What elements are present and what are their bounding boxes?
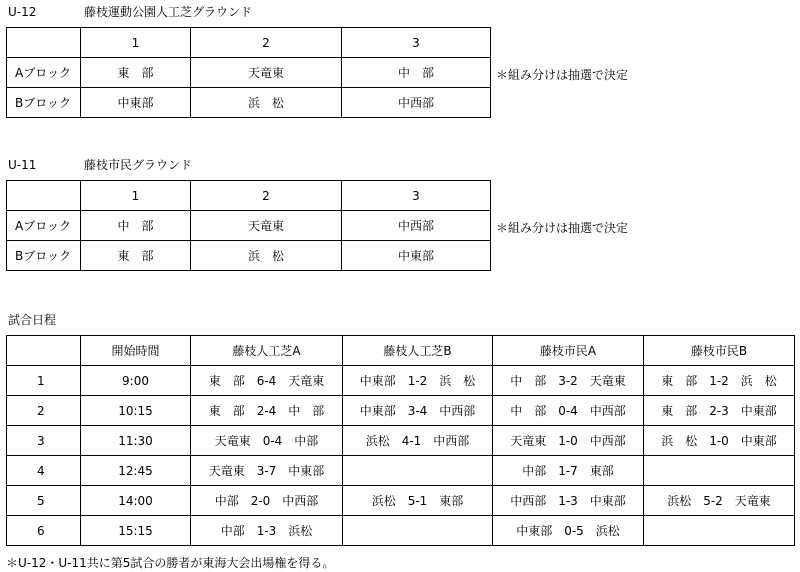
header-cell: 3 (342, 181, 491, 211)
table-header-row (7, 181, 491, 211)
game-cell: 中西部 1-3 中東部 (493, 486, 644, 516)
table-header-row (7, 336, 795, 366)
u12-draw-note: ＊組み分けは抽選で決定 (496, 68, 629, 82)
match-number: 1 (7, 366, 81, 396)
game-cell: 浜松 5-2 天竜東 (644, 486, 795, 516)
team-cell: 天竜東 (191, 58, 342, 88)
team-cell: 中東部 (81, 88, 191, 118)
table-row (7, 88, 491, 118)
header-cell: 2 (191, 28, 342, 58)
game-cell: 天竜東 3-7 中東部 (191, 456, 343, 486)
header-cell: 藤枝市民A (493, 336, 644, 366)
game-cell: 中東部 0-5 浜松 (493, 516, 644, 546)
team-cell: 中東部 (342, 241, 491, 271)
table-row (7, 516, 795, 546)
team-cell: 中 部 (81, 211, 191, 241)
match-number: 4 (7, 456, 81, 486)
game-cell: 東 部 1-2 浜 松 (644, 366, 795, 396)
u12-venue-label: 藤枝運動公園人工芝グラウンド (84, 5, 253, 19)
block-label: Aブロック (7, 211, 81, 241)
team-cell: 東 部 (81, 241, 191, 271)
table-row (7, 241, 491, 271)
header-cell: 藤枝人工芝B (343, 336, 493, 366)
block-label: Bブロック (7, 241, 81, 271)
team-cell: 中西部 (342, 88, 491, 118)
start-time: 14:00 (81, 486, 191, 516)
schedule-footnote: ＊U-12・U-11共に第5試合の勝者が東海大会出場権を得る。 (6, 556, 335, 570)
team-cell: 中 部 (342, 58, 491, 88)
game-cell (644, 516, 795, 546)
header-cell: 1 (81, 28, 191, 58)
block-label: Aブロック (7, 58, 81, 88)
start-time: 9:00 (81, 366, 191, 396)
header-cell: 2 (191, 181, 342, 211)
team-cell: 天竜東 (191, 211, 342, 241)
u12-group-table (6, 27, 491, 118)
match-number: 2 (7, 396, 81, 426)
start-time: 11:30 (81, 426, 191, 456)
header-cell (7, 28, 81, 58)
header-cell: 藤枝人工芝A (191, 336, 343, 366)
schedule-table (6, 335, 795, 546)
game-cell: 中部 1-7 東部 (493, 456, 644, 486)
game-cell: 中 部 3-2 天竜東 (493, 366, 644, 396)
header-cell (7, 336, 81, 366)
game-cell: 中部 1-3 浜松 (191, 516, 343, 546)
u11-group-table (6, 180, 491, 271)
start-time: 15:15 (81, 516, 191, 546)
game-cell: 中東部 3-4 中西部 (343, 396, 493, 426)
table-row (7, 456, 795, 486)
team-cell: 浜 松 (191, 241, 342, 271)
header-cell: 1 (81, 181, 191, 211)
table-header-row (7, 28, 491, 58)
start-time: 12:45 (81, 456, 191, 486)
game-cell: 浜松 4-1 中西部 (343, 426, 493, 456)
team-cell: 浜 松 (191, 88, 342, 118)
match-number: 6 (7, 516, 81, 546)
game-cell: 東 部 2-4 中 部 (191, 396, 343, 426)
block-label: Bブロック (7, 88, 81, 118)
header-cell (7, 181, 81, 211)
u11-venue-label: 藤枝市民グラウンド (84, 158, 193, 172)
game-cell: 中 部 0-4 中西部 (493, 396, 644, 426)
game-cell: 天竜東 1-0 中西部 (493, 426, 644, 456)
team-cell: 中西部 (342, 211, 491, 241)
game-cell (343, 516, 493, 546)
header-cell: 3 (342, 28, 491, 58)
table-row (7, 396, 795, 426)
game-cell: 中部 2-0 中西部 (191, 486, 343, 516)
table-row (7, 426, 795, 456)
u12-age-label: U-12 (8, 5, 37, 19)
game-cell: 天竜東 0-4 中部 (191, 426, 343, 456)
u11-draw-note: ＊組み分けは抽選で決定 (496, 221, 629, 235)
game-cell: 浜松 5-1 東部 (343, 486, 493, 516)
schedule-title: 試合日程 (8, 313, 57, 327)
game-cell: 中東部 1-2 浜 松 (343, 366, 493, 396)
u11-age-label: U-11 (8, 158, 37, 172)
game-cell: 浜 松 1-0 中東部 (644, 426, 795, 456)
match-number: 3 (7, 426, 81, 456)
header-cell: 開始時間 (81, 336, 191, 366)
game-cell (343, 456, 493, 486)
team-cell: 東 部 (81, 58, 191, 88)
table-row (7, 366, 795, 396)
start-time: 10:15 (81, 396, 191, 426)
game-cell: 東 部 6-4 天竜東 (191, 366, 343, 396)
table-row (7, 211, 491, 241)
table-row (7, 486, 795, 516)
header-cell: 藤枝市民B (644, 336, 795, 366)
match-number: 5 (7, 486, 81, 516)
table-row (7, 58, 491, 88)
game-cell: 東 部 2-3 中東部 (644, 396, 795, 426)
game-cell (644, 456, 795, 486)
